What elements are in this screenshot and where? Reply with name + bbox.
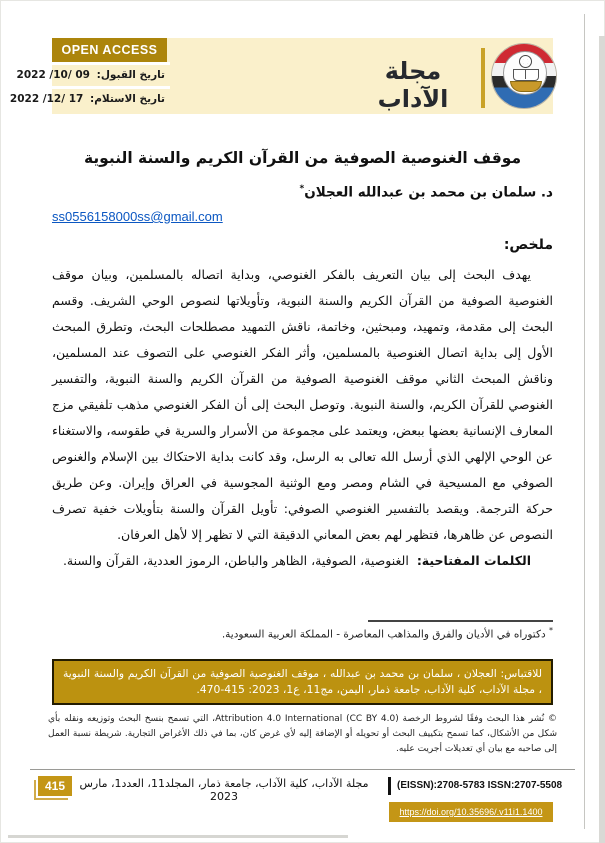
footnote-mark: * bbox=[549, 626, 553, 635]
abstract-text: يهدف البحث إلى بيان التعريف بالفكر الغنوصي، وبداية اتصاله بالمسلمين، وبيان موقف الغنوصية الصوفية من القرآن الكريم والسنة النبوية، وتأويلاتها لنصوص الوحي الشريف. وقسم البحث إلى مقدمة، وتمهيد، ومبحثين، وخاتمة، ناقش التمهيد مصطلحات البحث، وتطرق المبحث الأول إلى بداية اتصال الغنوصية بالمسلمين، وأثر الفكر الغنوصي على التصوف عند المسلمين، وناقش المبحث الثاني موقف الغنوصية الصوفية من القرآن الكريم والسنة النبوية، والتفسير الغنوصي للقرآن الكريم، والسنة النبوية. وتوصل البحث إلى أن الفكر الغنوصي مذهب تلفيقي مزج المعارف الإنسانية بعضها ببعض، ويعتمد على مجموعة من الأسرار والسرية في طقوسه، والاستغناء عن الوحي الإلهي الذي أرسل الله تعالى به الرسل، وقد كانت بداية الاحتكاك بين الإسلام والغنوص الصوفي مع المسيحية في الشام ومصر ومع الوثنية المجوسية في العراق وإيران. وعن طريق حركة الترجمة. ويقصد بالتفسير الغنوصي الصوفي: تأويل القرآن والسنة بتأويلات خفية تصرف النصوص عن ظاهرها، فتظهر لهم بعض المعاني الدقيقة التي لا تظهر إلا لأهل العرفان. bbox=[52, 267, 553, 542]
received-date-value: 2022 /12/ 17 bbox=[9, 93, 84, 105]
author-line bbox=[52, 184, 553, 201]
footer-rule bbox=[30, 769, 575, 770]
accepted-date-value: 2022 /10/ 09 bbox=[16, 69, 90, 81]
globe-icon bbox=[519, 55, 532, 68]
footnote-text: دكتوراه في الأديان والفرق والمذاهب المعاصرة - المملكة العربية السعودية. bbox=[221, 628, 546, 641]
logo-inner-circle bbox=[503, 51, 547, 95]
footnote-rule bbox=[368, 620, 553, 622]
keywords-line bbox=[52, 548, 553, 574]
footer-journal-line: مجلة الآداب، كلية الآداب، جامعة ذمار، المجلد11، العدد1، مارس 2023 bbox=[79, 777, 369, 803]
university-logo bbox=[491, 43, 557, 109]
footnote bbox=[52, 626, 553, 641]
page-title: موقف الغنوصية الصوفية من القرآن الكريم والسنة النبوية bbox=[83, 149, 522, 167]
scan-edge-line bbox=[584, 14, 585, 829]
accepted-date-row bbox=[16, 65, 168, 86]
open-book-icon bbox=[513, 69, 539, 81]
author-email-link[interactable]: ss0556158000ss@gmail.com bbox=[52, 209, 223, 224]
abstract-block bbox=[52, 262, 553, 574]
scan-edge-band bbox=[599, 36, 605, 843]
scan-edge-bottom bbox=[8, 835, 348, 838]
doi-link[interactable]: https://doi.org/10.35696/.v11i1.1400 bbox=[389, 802, 553, 822]
abstract-heading: ملخص: bbox=[503, 237, 553, 253]
boat-icon bbox=[510, 81, 542, 92]
received-date-label: تاريخ الاستلام: bbox=[90, 93, 165, 105]
journal-name: مجلة الآداب bbox=[377, 57, 449, 113]
keywords-text: الغنوصية، الصوفية، الظاهر والباطن، الرموز العددية، القرآن والسنة. bbox=[62, 553, 409, 568]
received-date-row bbox=[9, 89, 168, 110]
license-text: © نُشر هذا البحث وفقًا لشروط الرخصة Attribution 4.0 International (CC BY 4.0)، التي تسمح بنسخ البحث وتوزيعه ونقله بأي شكل من الأشكال، كما تسمح بتكييف البحث أو تحويله أو الإضافة إليه لأي غرض كان، بما في ذلك الأغراض التجارية. شريطة نسبة العمل إلى صاحبه مع بيان أي تعديلات أجريت عليه. bbox=[48, 714, 558, 754]
issn-line: (EISSN):2708-5783 ISSN:2707-5508 bbox=[388, 777, 562, 795]
author-note-mark: * bbox=[299, 184, 305, 194]
author-name: د. سلمان بن محمد بن عبدالله العجلان bbox=[304, 184, 553, 201]
citation-box: للاقتباس: العجلان ، سلمان بن محمد بن عبدالله ، موقف الغنوصية الصوفية من القرآن الكريم والسنة النبوية ، مجلة الآداب، كلية الآداب، جامعة ذمار، اليمن، مج11، ع1، 2023: 415-470. bbox=[52, 659, 553, 705]
keywords-label: الكلمات المفتاحية: bbox=[416, 553, 531, 568]
divider bbox=[481, 48, 485, 108]
page-number-badge: 415 bbox=[38, 776, 72, 796]
open-access-badge: OPEN ACCESS bbox=[52, 38, 167, 62]
accepted-date-label: تاريخ القبول: bbox=[96, 69, 165, 81]
